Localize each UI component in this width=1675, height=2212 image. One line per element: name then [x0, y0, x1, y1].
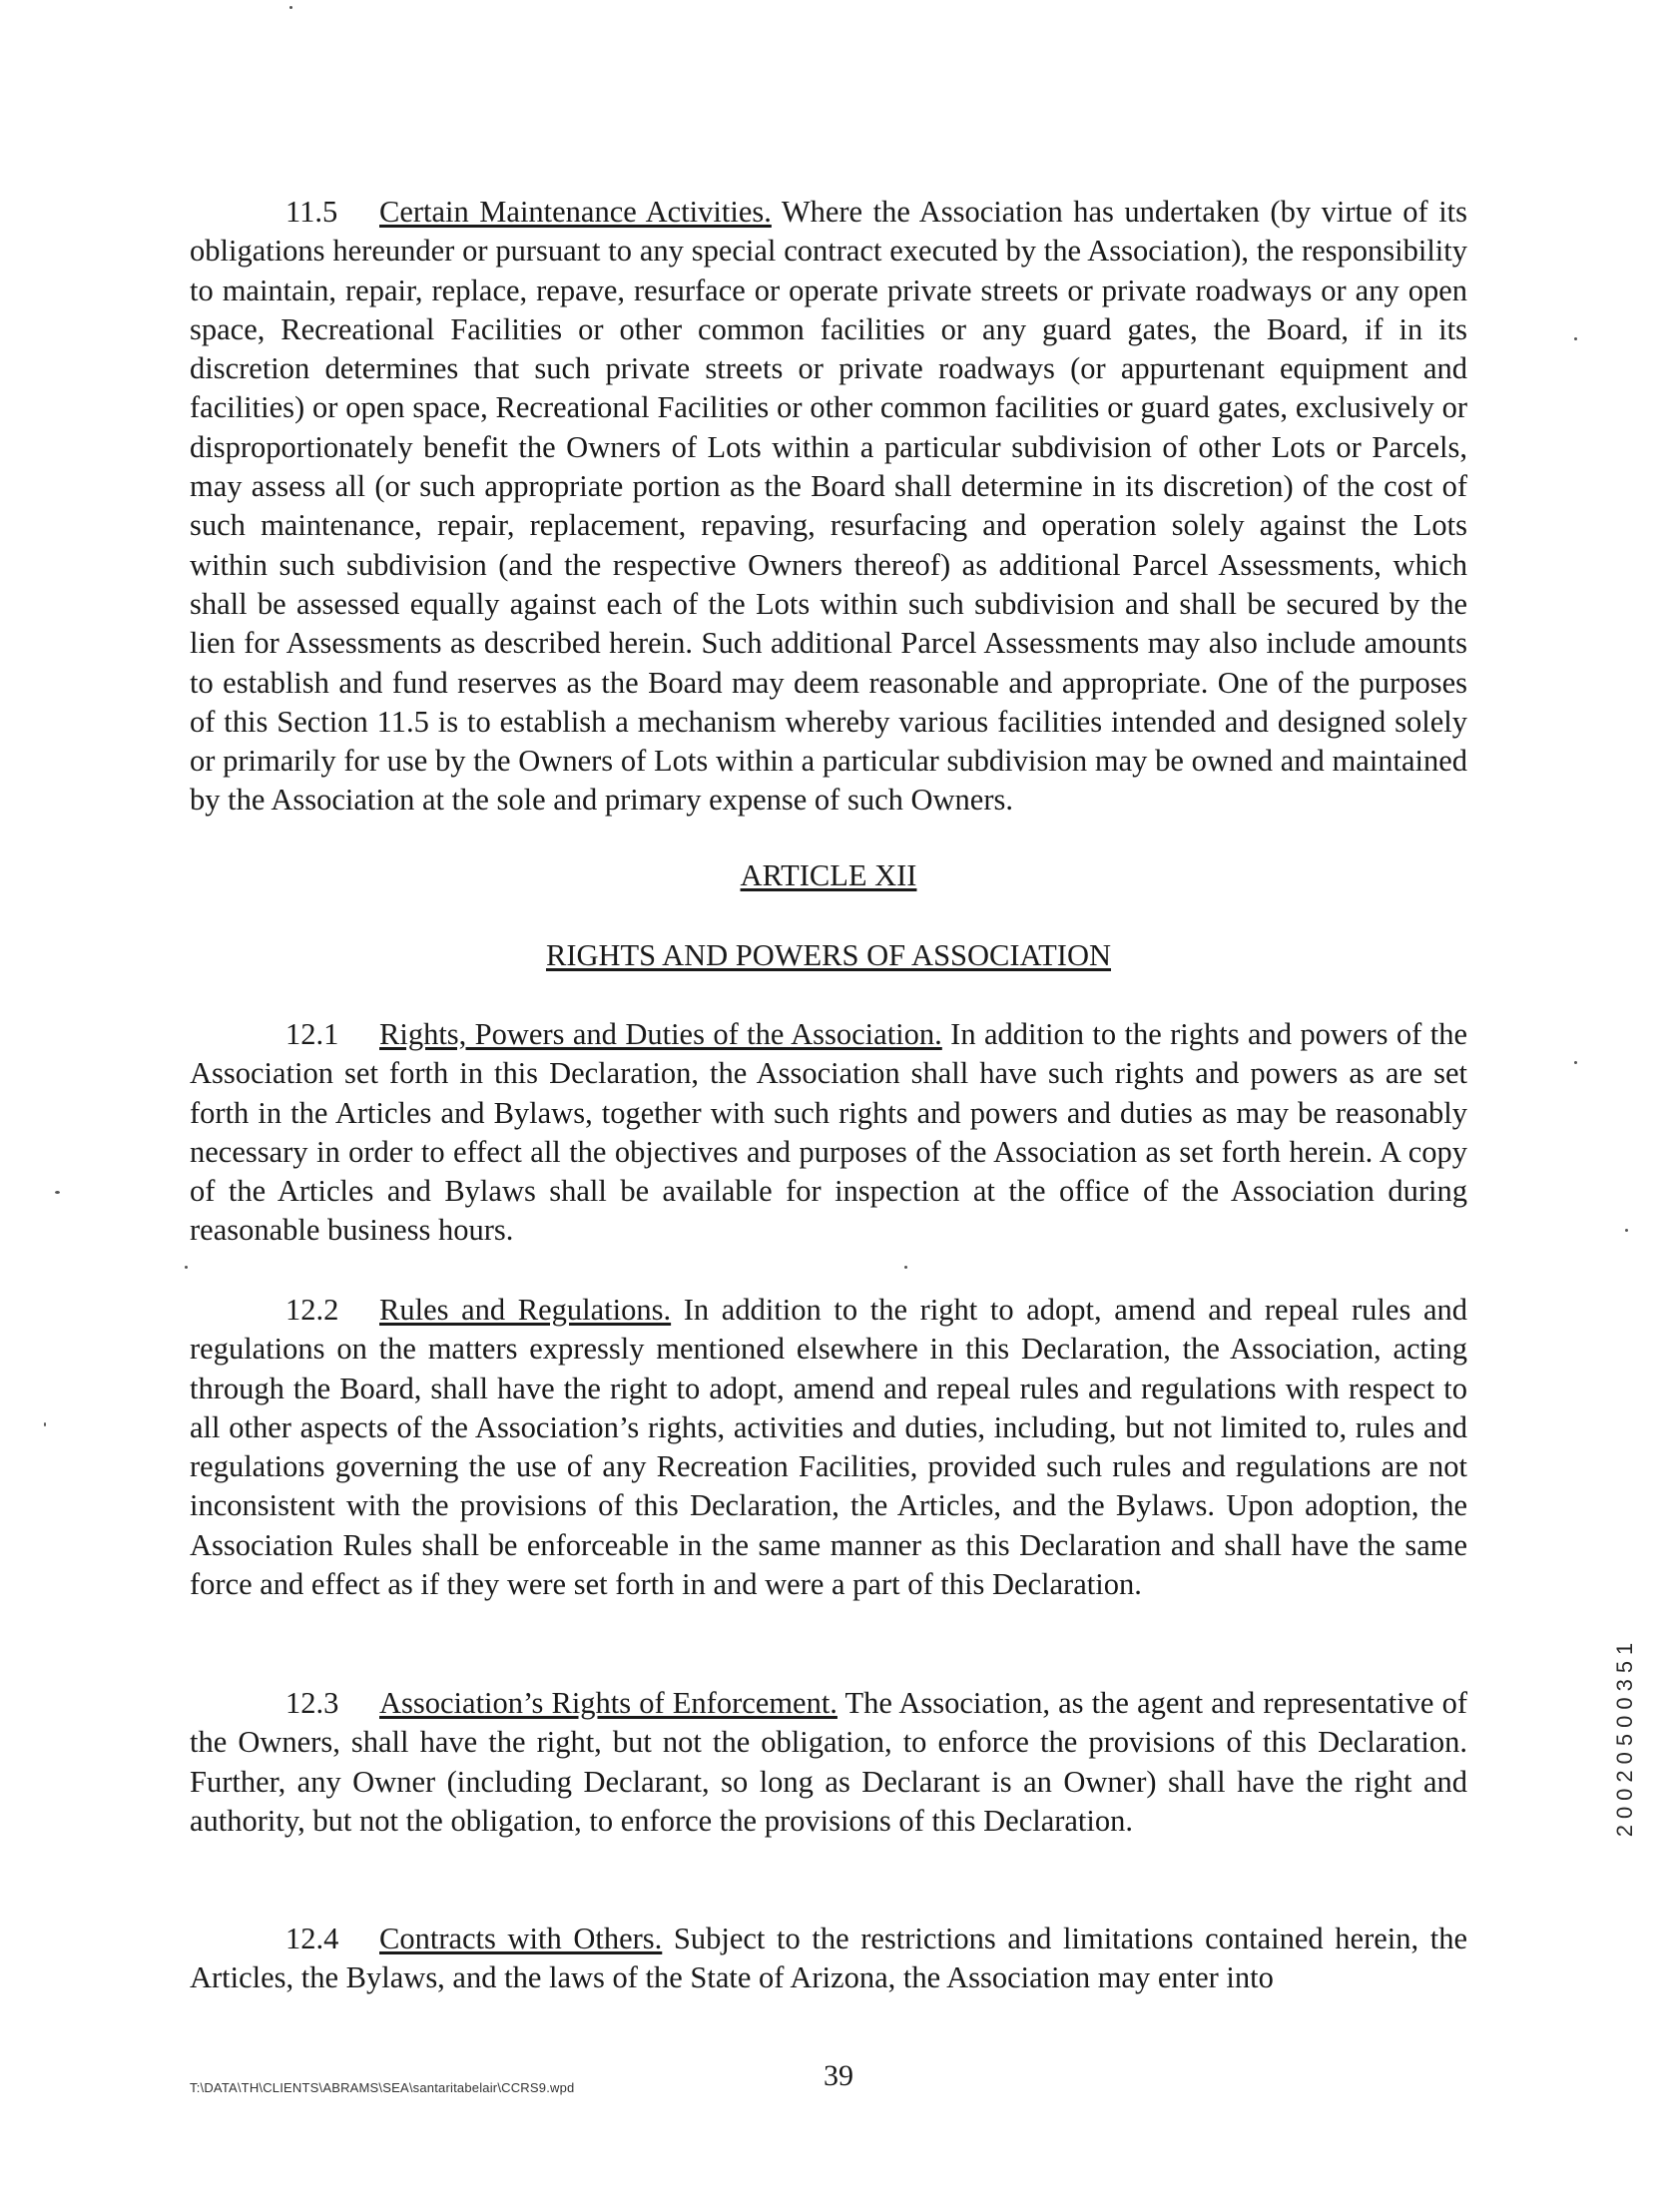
scan-speck [904, 1266, 907, 1269]
section-12-2-text: In addition to the right to adopt, amend and repeal rules and regulations on the matters expressly mentioned elsewhere in this Declaration, the Association, acting through the Board, shall have the right to adopt, amend and repeal rules and regulations with respect to all other aspects of the Association’s rights, activities and duties, including, but not limited to, rules and regulations governing the use of any Recreation Facilities, provided such rules and regulations are not inconsistent with the provisions of this Declaration, the Articles, and the Bylaws. Upon adoption, the Association Rules shall be enforceable in the same manner as this Declaration and shall have the same force and effect as if they were set forth in and were a part of this Declaration. [190, 1293, 1467, 1602]
section-12-2-number: 12.2 [285, 1293, 339, 1327]
section-12-3-paragraph [190, 1684, 1467, 1841]
recording-number-stamp [1605, 1557, 1645, 1917]
section-12-1-number: 12.1 [285, 1017, 339, 1051]
scan-speck [55, 1191, 60, 1194]
section-12-3-heading: Association’s Rights of Enforcement. [379, 1686, 838, 1720]
scan-speck [185, 1266, 188, 1269]
section-12-3 [190, 1684, 1467, 1841]
footer-file-path: T:\DATA\TH\CLIENTS\ABRAMS\SEA\santaritabelair\CCRS9.wpd [190, 2080, 575, 2095]
recording-number-text: 20020500351 [1612, 1636, 1637, 1838]
section-11-5-text: Where the Association has undertaken (by virtue of its obligations hereunder or pursuant to any special contract executed by the Association), the responsibility to maintain, repair, replace, repave, resurface or operate private streets or private roadways or any open space, Recreational Facilities or other common facilities or any guard gates, the Board, if in its discretion determines that such private streets or private roadways (or appurtenant equipment and facilities) or open space, Recreational Facilities or other common facilities or guard gates, exclusively or disproportionately benefit the Owners of Lots within a particular subdivision of other Lots or Parcels, may assess all (or such appropriate portion as the Board shall determine in its discretion) of the cost of such maintenance, repair, replacement, repaving, resurfacing and operation solely against the Lots within such subdivision (and the respective Owners thereof) as additional Parcel Assessments, which shall be assessed equally against each of the Lots within such subdivision and shall be secured by the lien for Assessments as described herein. Such additional Parcel Assessments may also include amounts to establish and fund reserves as the Board may deem reasonable and appropriate. One of the purposes of this Section 11.5 is to establish a mechanism whereby various facilities intended and designed solely or primarily for use by the Owners of Lots within a particular subdivision may be owned and maintained by the Association at the sole and primary expense of such Owners. [190, 195, 1468, 818]
section-12-2 [190, 1291, 1467, 1604]
section-12-3-text: The Association, as the agent and representative of the Owners, shall have the right, but not the obligation, to enforce the provisions of this Declaration. Further, any Owner (including Declarant, so long as Declarant is an Owner) shall have the right and authority, but not the obligation, to enforce the provisions of this Declaration. [190, 1686, 1467, 1838]
section-11-5-paragraph [190, 193, 1467, 821]
section-11-5-heading: Certain Maintenance Activities. [379, 195, 772, 229]
scan-speck [1574, 1061, 1577, 1064]
section-12-4 [190, 1920, 1467, 1998]
section-12-3-number: 12.3 [285, 1686, 339, 1720]
section-11-5-number: 11.5 [285, 195, 338, 229]
article-title: ARTICLE XII [740, 858, 917, 892]
page-number: 39 [824, 2059, 853, 2092]
scan-speck [289, 6, 292, 9]
section-12-1-paragraph [190, 1015, 1467, 1251]
section-12-1-heading: Rights, Powers and Duties of the Association. [379, 1017, 942, 1051]
scan-speck [44, 1422, 46, 1426]
section-12-1 [190, 1015, 1467, 1251]
section-12-2-paragraph [190, 1291, 1467, 1604]
section-12-4-number: 12.4 [285, 1922, 339, 1955]
scan-speck [1574, 337, 1577, 340]
section-12-1-text: In addition to the rights and powers of the Association set forth in this Declaration, the Association shall have such rights and powers as are set forth in the Articles and Bylaws, together with such rights and powers and duties as may be reasonably necessary in order to effect all the objectives and purposes of the Association as set forth herein. A copy of the Articles and Bylaws shall be available for inspection at the office of the Association during reasonable business hours. [190, 1017, 1467, 1248]
section-12-4-heading: Contracts with Others. [379, 1922, 663, 1955]
section-12-4-paragraph [190, 1920, 1467, 1998]
section-12-2-heading: Rules and Regulations. [379, 1293, 672, 1327]
section-11-5 [190, 193, 1467, 821]
section-12-4-text: Subject to the restrictions and limitations contained herein, the Articles, the Bylaws, and the laws of the State of Arizona, the Association may enter into [190, 1922, 1468, 1995]
scan-speck [1625, 1229, 1628, 1232]
article-subtitle: RIGHTS AND POWERS OF ASSOCIATION [545, 938, 1112, 972]
